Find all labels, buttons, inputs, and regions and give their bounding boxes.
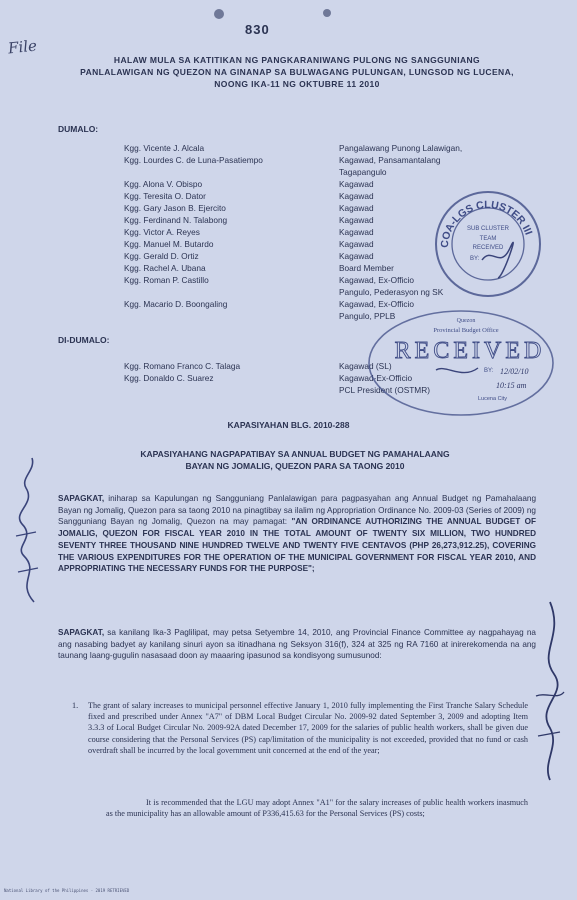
- item-text: The grant of salary increases to municipal personnel effective January 1, 2010 fully implementing the First Tranche Salary Schedule fixed and prescribed under Annex "A7" of DBM Local Budget Circular No. 2009-92 dated September 3, 2009 and adopting Item 3.3.3 of Local Budget Circular No. 2009-92A dated December 17, 2009 for the salaries of public health workers, shall be given due course considering that the Personal Services (PS) cap/limitation of the municipality is not exceeded, provided that no fund or cash overdraft shall be incurred by the local government unit concerned at the end of the year;: [88, 701, 528, 755]
- present-name: Kgg. Ferdinand N. Talabong: [124, 215, 228, 225]
- present-position: Board Member: [339, 263, 394, 273]
- ordinance-title: "AN ORDINANCE AUTHORIZING THE ANNUAL BUDGET OF JOMALIG, QUEZON FOR FISCAL YEAR 2010 IN THE TOTAL AMOUNT OF TWENTY SIX MILLION, TWO HUNDRED SEVENTY THREE THOUSAND NINE HUNDRED TWELVE AND TWENTY FIVE CENTAVOS (PHP 26,273,912.25), COVERING THE VARIOUS EXPENDITURES FOR THE OPERATION OF THE MUNICIPAL GOVERNMENT FOR FISCAL YEAR 2010, AND APPROPRIATING THE NECESSARY FUNDS FOR THE PURPOSE";: [58, 517, 536, 574]
- present-label: DUMALO:: [58, 124, 99, 134]
- item-number: 1.: [72, 701, 79, 710]
- recommendation-text: It is recommended that the LGU may adopt Annex "A1" for the salary increases of public health workers inasmuch as the municipality has an allowable amount of P336,415.63 for the Personal Services (PS) costs;: [106, 798, 528, 819]
- coa-stamp-ring: COA-LGS CLUSTER III: [438, 198, 535, 249]
- binder-hole-mark: [323, 9, 331, 17]
- present-name: Kgg. Vicente J. Alcala: [124, 143, 205, 153]
- stamp-received-word: RECEIVED: [394, 338, 546, 364]
- present-position: Kagawad: [339, 239, 374, 249]
- resolution-number: KAPASIYAHAN BLG. 2010-288: [227, 420, 350, 430]
- stamp-by: BY:: [484, 368, 494, 374]
- stamp-city: Lucena City: [478, 396, 508, 402]
- present-position: Pangalawang Punong Lalawigan,: [339, 143, 463, 153]
- handwritten-file-note: File: [7, 36, 38, 58]
- header-line: HALAW MULA SA KATITIKAN NG PANGKARANIWANG PULONG NG SANGGUNIANG: [113, 55, 481, 65]
- coa-stamp-line: BY:: [470, 256, 480, 262]
- coa-received-stamp: [430, 186, 546, 302]
- stamp-date: 12/02/10: [500, 367, 529, 376]
- coa-stamp-line: SUB CLUSTER: [466, 226, 510, 232]
- present-name: Kgg. Lourdes C. de Luna-Pasatiempo: [124, 155, 263, 165]
- present-position: Kagawad: [339, 251, 374, 261]
- whereas-body: iniharap sa Kapulungan ng Sangguniang Panlalawigan para pagpasyahan ang Annual Budget ng Pamahalaang Bayan ng Jomalig, Quezon para sa taong 2010 na pinagtibay sa ilalim ng Appropriation Ordinance No. 2009-03 (Series of 2009) ng Sangguniang Bayan ng Jomalig, Quezon na may pamagat:: [58, 494, 536, 527]
- page-number: 830: [245, 22, 270, 37]
- coa-stamp-line: RECEIVED: [472, 245, 504, 251]
- present-position: Pangulo, PPLB: [339, 311, 396, 321]
- absent-label: DI-DUMALO:: [58, 335, 110, 345]
- present-position: Kagawad: [339, 179, 374, 189]
- absent-position: PCL President (OSTMR): [339, 385, 430, 395]
- present-name: Kgg. Teresita O. Dator: [124, 191, 206, 201]
- present-name: Kgg. Alona V. Obispo: [124, 179, 203, 189]
- present-position: Kagawad, Ex-Officio: [339, 275, 415, 285]
- resolution-title: [80, 448, 510, 472]
- present-name: Kgg. Roman P. Castillo: [124, 275, 209, 285]
- present-position: Kagawad: [339, 215, 374, 225]
- coa-stamp-line: TEAM: [479, 236, 497, 242]
- budget-office-received-stamp: [366, 308, 556, 418]
- resolution-title-line: BAYAN NG JOMALIG, QUEZON PARA SA TAONG 2010: [185, 461, 405, 471]
- present-position: Pangulo, Pederasyon ng SK: [339, 287, 444, 297]
- right-margin-signature: [520, 596, 572, 786]
- stamp-signature: [436, 368, 478, 373]
- present-name: Kgg. Macario D. Boongaling: [124, 299, 228, 309]
- stamp-line: Provincial Budget Office: [433, 327, 499, 334]
- binder-hole-mark: [214, 9, 224, 19]
- present-name: Kgg. Manuel M. Butardo: [124, 239, 214, 249]
- present-position: Kagawad, Pansamantalang: [339, 155, 441, 165]
- present-position: Kagawad: [339, 227, 374, 237]
- absent-position: Kagawad-Ex-Officio: [339, 373, 413, 383]
- present-name: Kgg. Rachel A. Ubana: [124, 263, 206, 273]
- left-margin-signature: [6, 452, 46, 612]
- present-position: Kagawad: [339, 191, 374, 201]
- whereas-clause-2: [58, 627, 536, 662]
- present-name: Kgg. Victor A. Reyes: [124, 227, 200, 237]
- absent-name: Kgg. Romano Franco C. Talaga: [124, 361, 241, 371]
- present-position: Kagawad: [339, 203, 374, 213]
- resolution-title-line: KAPASIYAHANG NAGPAPATIBAY SA ANNUAL BUDGET NG PAMAHALAANG: [140, 449, 450, 459]
- condition-item-1: [72, 700, 528, 756]
- header-line: PANLALAWIGAN NG QUEZON NA GINANAP SA BULWAGANG PULUNGAN, LUNGSOD NG LUCENA,: [80, 67, 514, 77]
- present-position: Tagapangulo: [339, 167, 387, 177]
- absent-position: Kagawad (SL): [339, 361, 392, 371]
- whereas-lead: SAPAGKAT,: [58, 628, 105, 637]
- stamp-line: Quezon: [456, 318, 476, 324]
- whereas-clause-1: [58, 493, 536, 575]
- header-line: NOONG IKA-11 NG OKTUBRE 11 2010: [214, 79, 380, 89]
- present-position: Kagawad, Ex-Officio: [339, 299, 415, 309]
- minutes-header: [54, 54, 540, 90]
- absent-name: Kgg. Donaldo C. Suarez: [124, 373, 214, 383]
- present-name: Kgg. Gerald D. Ortiz: [124, 251, 199, 261]
- whereas-body: sa kanilang Ika-3 Paglilipat, may petsa Setyembre 14, 2010, ang Provincial Finance Committee ay nagpahayag na ang nasabing badyet ay kanilang sinuri ayon sa itinadhana ng Seksyon 316(f), 324 at 325 ng RA 7160 at inirerekomenda na ang taunang laang-gugulin nasasaad doon ay maaaring ipasunod sa kondisyong sumusunod:: [58, 628, 536, 661]
- whereas-lead: SAPAGKAT,: [58, 494, 105, 503]
- archive-footer: National Library of the Philippines · 2019 RETRIEVED: [4, 888, 130, 893]
- present-name: Kgg. Gary Jason B. Ejercito: [124, 203, 226, 213]
- stamp-time: 10:15 am: [496, 381, 527, 390]
